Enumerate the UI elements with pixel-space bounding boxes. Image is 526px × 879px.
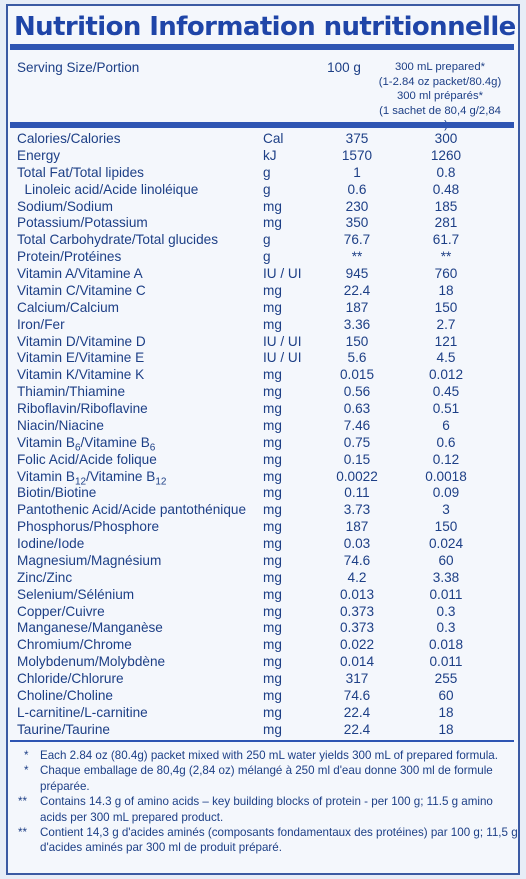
nutrient-unit: mg	[263, 552, 282, 568]
nutrient-unit: mg	[263, 536, 282, 551]
value-per-100g: 7.46	[343, 417, 371, 433]
value-per-100g: 0.0022	[336, 468, 378, 484]
nutrient-name: Vitamin D/Vitamine D	[17, 333, 146, 349]
nutrient-unit: mg	[263, 654, 282, 670]
nutrient-name: Vitamin C/Vitamine C	[17, 282, 146, 298]
value-per-100g: 350	[345, 215, 369, 231]
value-per-100g: 0.022	[339, 637, 375, 653]
table-row	[17, 536, 517, 553]
value-per-100g: 1570	[341, 147, 373, 163]
value-per-100g: 187	[345, 299, 369, 315]
value-per-300ml: 0.48	[432, 181, 460, 197]
footnote-text: Each 2.84 oz (80.4g) packet mixed with 250 mL water yields 300 mL of prepared formula.	[40, 749, 498, 762]
nutrient-unit: mg	[263, 586, 282, 602]
nutrient-unit: mg	[263, 316, 282, 332]
nutrient-name: Molybdenum/Molybdène	[17, 654, 166, 670]
nutrient-name: Chloride/Chlorure	[17, 671, 124, 686]
nutrient-name: Vitamin $B_6$/Vitamine $B_6$	[17, 434, 156, 454]
nutrient-name: Calories/Calories	[17, 131, 121, 146]
footnote	[18, 825, 518, 856]
table-row	[17, 519, 517, 536]
footnote	[18, 763, 518, 794]
value-per-100g: 0.373	[339, 603, 375, 619]
nutrient-name: Linoleic acid/Acide linoléique	[17, 181, 199, 197]
value-per-100g: 22.4	[343, 704, 371, 720]
value-per-100g: 3.73	[343, 502, 371, 518]
nutrient-name: Zinc/Zinc	[17, 569, 73, 585]
table-row	[17, 249, 517, 266]
nutrient-unit: g	[263, 232, 271, 248]
nutrient-unit: mg	[263, 299, 282, 315]
nutrient-name: Total Fat/Total lipides	[17, 164, 144, 180]
nutrient-unit: g	[263, 164, 271, 180]
table-row	[17, 435, 517, 452]
nutrient-name: Copper/Cuivre	[17, 603, 105, 619]
value-per-300ml: 0.024	[428, 536, 464, 551]
value-per-300ml: 0.12	[432, 451, 460, 467]
value-per-100g: 5.6	[347, 350, 367, 366]
footnote	[18, 748, 518, 763]
nutrient-name: Vitamin K/Vitamine K	[17, 367, 145, 383]
nutrient-unit: mg	[263, 198, 282, 214]
table-row	[17, 688, 517, 705]
value-per-100g: 0.03	[343, 536, 371, 551]
nutrient-unit: mg	[263, 519, 282, 535]
table-row	[17, 654, 517, 671]
value-per-300ml: 60	[438, 687, 454, 703]
table-row	[17, 587, 517, 604]
nutrient-name: Chromium/Chrome	[17, 637, 132, 653]
nutrient-name: Thiamin/Thiamine	[17, 384, 126, 400]
table-row	[17, 317, 517, 334]
nutrient-unit: mg	[263, 384, 282, 400]
value-per-100g: 0.15	[343, 451, 371, 467]
value-per-300ml: 0.3	[436, 620, 456, 636]
value-per-100g: 375	[345, 131, 369, 146]
value-per-100g: 0.63	[343, 401, 371, 416]
nutrient-name: Sodium/Sodium	[17, 198, 113, 214]
nutrient-unit: mg	[263, 282, 282, 298]
value-per-100g: 4.2	[347, 569, 367, 585]
nutrient-name: Iodine/Iode	[17, 536, 85, 551]
nutrient-unit: mg	[263, 401, 282, 416]
col2-header-line: (1 sachet de 80,4 g/2,84	[379, 104, 501, 117]
table-row	[17, 401, 517, 418]
header-divider	[10, 44, 514, 50]
table-top-divider	[10, 122, 514, 128]
footnote-mark: **	[18, 826, 28, 840]
nutrient-unit: mg	[263, 687, 282, 703]
value-per-300ml: 0.45	[432, 384, 460, 400]
nutrient-unit: g	[263, 249, 271, 265]
value-per-300ml: 150	[434, 519, 458, 535]
nutrient-name: Biotin/Biotine	[17, 485, 97, 501]
footnote-mark: **	[18, 795, 28, 809]
value-per-100g: 22.4	[343, 721, 371, 737]
table-row	[17, 553, 517, 570]
value-per-100g: 0.014	[339, 654, 375, 670]
value-per-300ml: 300	[434, 131, 458, 146]
value-per-100g: 0.11	[344, 485, 370, 501]
table-row	[17, 671, 517, 688]
nutrient-unit: mg	[263, 502, 282, 518]
value-per-300ml: 18	[438, 721, 454, 737]
nutrient-name: Taurine/Taurine	[17, 721, 110, 737]
nutrient-name: Folic Acid/Acide folique	[17, 451, 157, 467]
table-row	[17, 215, 517, 232]
value-per-300ml: 0.8	[436, 164, 456, 180]
value-per-100g: 945	[345, 266, 369, 281]
nutrient-unit: g	[263, 181, 271, 197]
nutrient-unit: mg	[263, 434, 282, 450]
nutrient-unit: IU / UI	[263, 266, 302, 281]
table-row	[17, 199, 517, 216]
nutrient-name: Potassium/Potassium	[17, 215, 148, 231]
nutrient-unit: mg	[263, 721, 282, 737]
value-per-100g: 230	[345, 198, 369, 214]
value-per-100g: 317	[345, 671, 369, 686]
nutrient-name: Total Carbohydrate/Total glucides	[17, 232, 218, 248]
nutrient-unit: kJ	[263, 147, 277, 163]
table-row	[17, 452, 517, 469]
table-row	[17, 148, 517, 165]
value-per-300ml: 255	[434, 671, 458, 686]
nutrient-unit: mg	[263, 569, 282, 585]
nutrient-name: Phosphorus/Phosphore	[17, 519, 160, 535]
value-per-300ml: 60	[438, 552, 454, 568]
value-per-100g: 3.36	[343, 316, 371, 332]
nutrient-unit: mg	[263, 468, 282, 484]
value-per-300ml: 150	[434, 299, 458, 315]
nutrient-name: L-carnitine/L-carnitine	[17, 704, 148, 720]
value-per-300ml: **	[440, 249, 452, 265]
value-per-300ml: 121	[434, 333, 458, 349]
value-per-300ml: 61.7	[432, 232, 460, 248]
serving-size-label: Serving Size/Portion	[17, 60, 140, 75]
value-per-100g: 74.6	[343, 687, 371, 703]
value-per-300ml: 0.09	[432, 485, 460, 501]
table-row	[17, 418, 517, 435]
value-per-300ml: 3.38	[432, 569, 460, 585]
col2-header-line: 300 ml préparés*	[396, 90, 484, 102]
value-per-100g: 1	[353, 164, 361, 180]
nutrient-name: Energy	[17, 147, 61, 163]
value-per-300ml: 2.7	[436, 316, 456, 332]
nutrient-unit: Cal	[263, 131, 284, 146]
table-row	[17, 722, 517, 739]
value-per-100g: 0.373	[339, 620, 375, 636]
nutrient-name: Riboflavin/Riboflavine	[17, 401, 148, 416]
footnote	[18, 794, 518, 825]
table-row	[17, 485, 517, 502]
value-per-300ml: 185	[434, 198, 458, 214]
value-per-300ml: 3	[442, 502, 450, 518]
value-per-300ml: 18	[438, 704, 454, 720]
value-per-100g: 22.4	[343, 282, 371, 298]
value-per-100g: **	[351, 249, 363, 265]
nutrient-name: Selenium/Sélénium	[17, 586, 135, 602]
nutrient-unit: mg	[263, 417, 282, 433]
value-per-300ml: 1260	[430, 147, 462, 163]
nutrient-unit: IU / UI	[263, 350, 302, 366]
nutrient-name: Protein/Protéines	[17, 249, 122, 265]
nutrient-name: Pantothenic Acid/Acide pantothénique	[17, 502, 247, 518]
col1-header: 100 g	[327, 60, 361, 75]
table-row	[17, 182, 517, 199]
table-row	[17, 469, 517, 486]
table-row	[17, 570, 517, 587]
table-row	[17, 350, 517, 367]
nutrient-name: Magnesium/Magnésium	[17, 552, 162, 568]
nutrient-name: Choline/Choline	[17, 687, 113, 703]
value-per-100g: 0.013	[339, 586, 375, 602]
nutrient-unit: mg	[263, 215, 282, 231]
nutrient-unit: mg	[263, 637, 282, 653]
nutrient-unit: mg	[263, 671, 282, 686]
value-per-300ml: 0.0018	[425, 468, 467, 484]
table-row	[17, 502, 517, 519]
footnote-text: Chaque emballage de 80,4g (2,84 oz) mélangé à 250 ml d'eau donne 300 ml de formule préparée.	[40, 764, 493, 793]
value-per-100g: 187	[345, 519, 369, 535]
value-per-300ml: 0.011	[429, 586, 463, 602]
value-per-100g: 0.6	[347, 181, 367, 197]
table-row	[17, 384, 517, 401]
value-per-300ml: 6	[442, 417, 450, 433]
nutrient-table	[17, 131, 517, 739]
nutrient-unit: mg	[263, 704, 282, 720]
value-per-100g: 0.56	[343, 384, 371, 400]
value-per-300ml: 281	[434, 215, 458, 231]
col2-header-line: 300 mL prepared*	[394, 61, 486, 73]
footnote-text: Contient 14,3 g d'acides aminés (composants fondamentaux des protéines) par 100 g; 11,5 g d'acides aminés par 300 ml de produit préparé.	[40, 826, 518, 855]
value-per-100g: 74.6	[343, 552, 371, 568]
nutrient-name: Manganese/Manganèse	[17, 620, 163, 636]
value-per-300ml: 0.012	[428, 367, 464, 383]
footnotes	[18, 748, 518, 856]
table-row	[17, 165, 517, 182]
value-per-300ml: 760	[434, 266, 458, 281]
nutrient-name: Calcium/Calcium	[17, 299, 119, 315]
value-per-100g: 0.015	[339, 367, 375, 383]
nutrient-unit: mg	[263, 620, 282, 636]
nutrient-unit: mg	[263, 451, 282, 467]
table-row	[17, 705, 517, 722]
footnote-mark: *	[24, 764, 29, 778]
nutrient-name: Vitamin $B_{12}$/Vitamine $B_{12}$	[17, 468, 167, 488]
footnote-mark: *	[24, 749, 29, 762]
table-row	[17, 637, 517, 654]
value-per-300ml: 18	[438, 282, 454, 298]
nutrient-unit: IU / UI	[263, 333, 302, 349]
nutrient-unit: mg	[263, 485, 282, 501]
value-per-300ml: 0.018	[428, 637, 464, 653]
table-row	[17, 131, 517, 148]
table-row	[17, 367, 517, 384]
value-per-300ml: 0.6	[436, 434, 456, 450]
value-per-100g: 150	[345, 333, 369, 349]
table-row	[17, 604, 517, 621]
nutrient-unit: mg	[263, 367, 282, 383]
table-row	[17, 300, 517, 317]
col2-header-line: (1-2.84 oz packet/80.4g)	[378, 75, 502, 88]
value-per-300ml: 4.5	[436, 350, 456, 366]
value-per-100g: 76.7	[343, 232, 371, 248]
page-title: Nutrition Information nutritionnelle	[14, 12, 516, 42]
nutrient-name: Iron/Fer	[17, 316, 65, 332]
footnote-text: Contains 14.3 g of amino acids – key building blocks of protein - per 100 g; 11.5 g amino acids per 300 mL prepared product.	[40, 795, 493, 824]
value-per-300ml: 0.51	[432, 401, 460, 416]
nutrient-unit: mg	[263, 603, 282, 619]
nutrient-name: Niacin/Niacine	[17, 417, 104, 433]
table-bottom-divider	[10, 740, 514, 742]
table-row	[17, 620, 517, 637]
table-row	[17, 232, 517, 249]
nutrient-name: Vitamin E/Vitamine E	[17, 350, 145, 366]
table-row	[17, 283, 517, 300]
nutrient-name: Vitamin A/Vitamine A	[17, 266, 143, 281]
value-per-300ml: 0.011	[429, 654, 463, 670]
table-row	[17, 266, 517, 283]
table-row	[17, 334, 517, 351]
value-per-300ml: 0.3	[436, 603, 456, 619]
value-per-100g: 0.75	[343, 434, 371, 450]
